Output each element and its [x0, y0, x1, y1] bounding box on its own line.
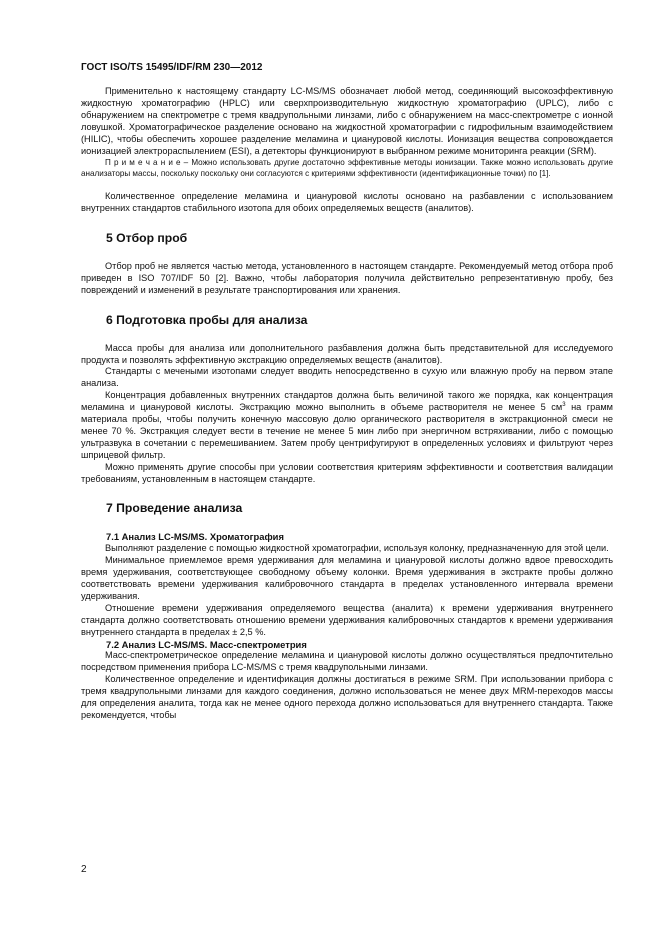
subsection-7-2-paragraph-2: Количественное определение и идентификация должны достигаться в режиме SRM. При использовании прибора с тремя квадрупольными линзами для каждого соединения, должно использоваться не менее двух MRM-переходов массы для определения аналита, тогда как не менее одного перехода должно использоваться для внутреннего стандарта. Также рекомендуется, чтобы — [81, 674, 613, 720]
subsection-7-1-paragraph-2: Минимальное приемлемое время удерживания для меламина и циануровой кислоты должно вдвое превосходить время удерживания, соответствующее свободному объему колонки. Время удерживания в экстракте пробы должно соответствовать времени удерживания калибровочного стандарта в пределах установленного интервала времени удерживания. — [81, 555, 613, 601]
section-7-heading: 7 Проведение анализа — [106, 501, 243, 516]
page-number: 2 — [81, 864, 87, 875]
spacer — [81, 179, 613, 191]
document-body — [81, 86, 613, 722]
subsection-7-2-paragraph-1: Масс-спектрометрическое определение меламина и циануровой кислоты должно осуществляться предпочтительно посредством применения прибора LC-MS/MS с тремя квадрупольными линзами. — [81, 650, 613, 673]
subsection-7-1-heading: 7.1 Анализ LC-MS/MS. Хроматография — [106, 531, 284, 543]
intro-note: П р и м е ч а н и е – Можно использовать другие достаточно эффективные методы ионизации. Также можно использовать другие анализаторы массы, поскольку поскольку они согласуются с критериями эффективности (идентификационные точки) по [1]. — [81, 158, 613, 178]
section-6-paragraph-3 — [81, 390, 613, 461]
section-6-paragraph-1: Масса пробы для анализа или дополнительного разбавления должна быть представительной для исследуемого продукта и позволять эффективную экстракцию определяемых веществ (аналитов). — [81, 342, 613, 365]
section-6-paragraph-3-part-b: на грамм материала пробы, чтобы получить конечную массовую долю органического растворителя в экстракционной смеси не менее 70 %. Экстракция следует вести в течение не менее 5 мин либо при энергичном встряхивании, либо с помощью ультразвука в сочетании с перемешиванием. Затем пробу центрифугируют в определенных условиях и фильтруют через шприцевой фильтр. — [81, 402, 613, 460]
intro-paragraph-2: Количественное определение меламина и циануровой кислоты основано на разбавлении с использованием внутренних стандартов стабильного изотопа для обоих определяемых веществ (аналитов). — [81, 191, 613, 214]
superscript-3: 3 — [562, 402, 566, 409]
section-5-paragraph-1: Отбор проб не является частью метода, установленного в настоящем стандарте. Рекомендуемый метод отбора проб приведен в ISO 707/IDF 50 [2]. Важно, чтобы лаборатория получила действительно репрезентативную пробу, без повреждений и изменений в результате транспортирования или хранения. — [81, 260, 613, 295]
section-6-paragraph-3-part-a: Концентрация добавленных внутренних стандартов должна быть величиной такого же порядка, как концентрация меламина и циануровой кислоты. Экстракцию можно выполнить в объеме растворителя не менее 5 см — [81, 390, 613, 413]
section-6-paragraph-2: Стандарты с мечеными изотопами следует вводить непосредственно в сухую или влажную пробу на первом этапе анализа. — [81, 366, 613, 389]
subsection-7-1-paragraph-3: Отношение времени удерживания определяемого вещества (аналита) к времени удерживания внутреннего стандарта должно соответствовать отношению времени удерживания калибровочных стандартов к времени удерживания внутреннего стандарта в пределах ± 2,5 %. — [81, 602, 613, 637]
section-6-paragraph-4: Можно применять другие способы при условии соответствия критериям эффективности и соответствия валидации требованиям, установленным в настоящем стандарте. — [81, 461, 613, 484]
section-6-heading: 6 Подготовка пробы для анализа — [106, 312, 308, 327]
section-5-heading: 5 Отбор проб — [106, 231, 188, 246]
subsection-7-1-paragraph-1: Выполняют разделение с помощью жидкостной хроматографии, используя колонку, предназначенную для этой цели. — [105, 543, 609, 554]
intro-paragraph-1: Применительно к настоящему стандарту LC-MS/MS обозначает любой метод, соединяющий высокоэффективную жидкостную хроматографию (HPLC) или сверхпроизводительную жидкостную хроматографию (UPLC), либо с обнаружением на спектрометре с тремя квадрупольными линзами, либо с обнаружением на масс-спектрометре с ионной ловушкой. Хроматографическое разделение основано на жидкостной хроматографии с гидрофильным взаимодействием (HILIC), чтобы обеспечить хорошее разделение меламина и циануровой кислоты. Ионизация вещества сопровождается ионизацией электрораспылением (ESI), а детекторы функционируют в выбранном режиме мониторинга реакции (SRM). — [81, 86, 613, 156]
document-header: ГОСТ ISO/TS 15495/IDF/RM 230—2012 — [81, 62, 263, 73]
subsection-7-2-heading: 7.2 Анализ LC-MS/MS. Масс-спектрометрия — [106, 638, 307, 650]
